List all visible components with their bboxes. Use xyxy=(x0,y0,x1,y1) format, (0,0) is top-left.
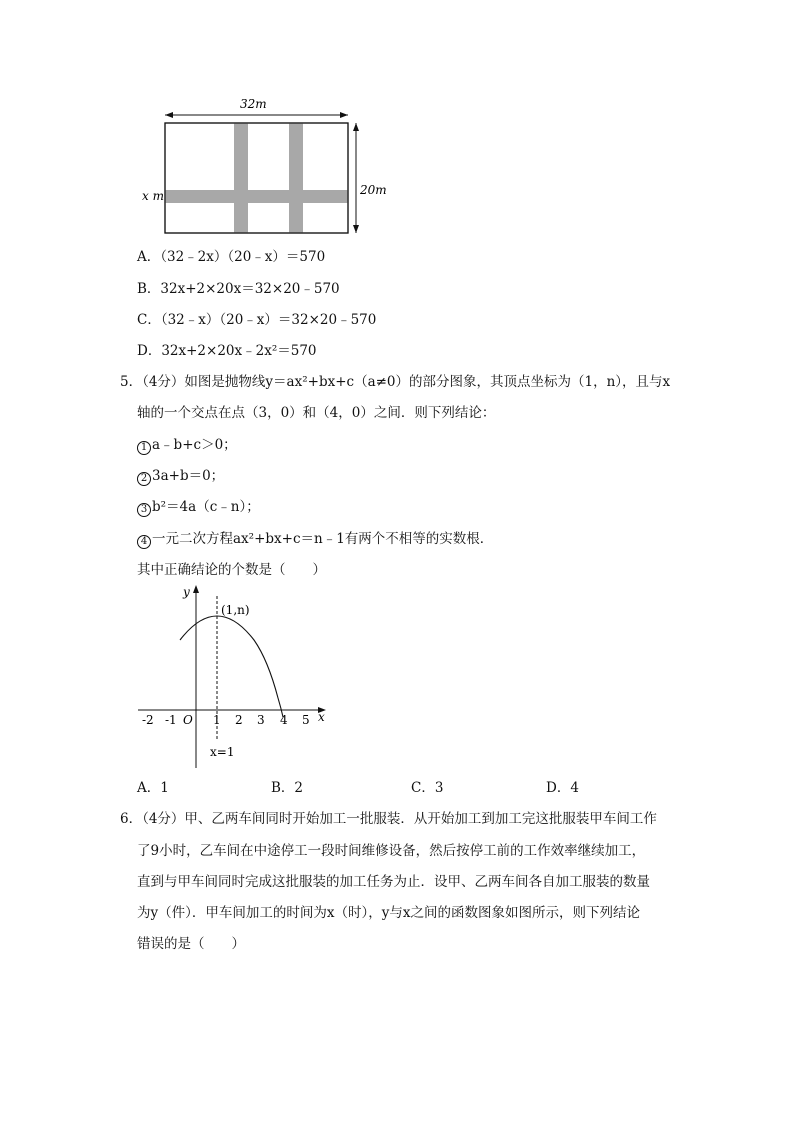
parabola-curve xyxy=(180,616,283,717)
q4-option-d[interactable]: D．32x+2×20x﹣2x²＝570 xyxy=(137,343,317,359)
vertex-label: (1,n) xyxy=(221,603,250,617)
tick-label: -2 xyxy=(142,713,154,727)
q4-option-a[interactable]: A．（32﹣2x）（20﹣x）＝570 xyxy=(137,249,326,265)
circled-number-4: 4 xyxy=(137,535,151,549)
vertical-road-2 xyxy=(289,123,303,233)
q6-line1: 6．（4分）甲、乙两车间同时开始加工一批服装．从开始加工到加工完这批服装甲车间工作 xyxy=(120,811,657,827)
q6-line2: 了9小时，乙车间在中途停工一段时间维修设备，然后按停工前的工作效率继续加工， xyxy=(137,843,646,859)
road-width-label: x m xyxy=(142,189,164,203)
symmetry-label: x=1 xyxy=(210,745,235,759)
tick-label: 3 xyxy=(257,713,265,727)
q5-option-b[interactable]: B．2 xyxy=(271,780,304,796)
q5-stem-line1: 5．（4分）如图是抛物线y＝ax²+bx+c（a≠0）的部分图象，其顶点坐标为（1，n），且与x xyxy=(120,374,671,390)
q5-conclusion-4: 4 一元二次方程ax²+bx+c＝n﹣1有两个不相等的实数根． xyxy=(137,531,493,549)
road-plot-figure xyxy=(130,92,390,242)
origin-label: O xyxy=(183,713,193,727)
tick-label: 5 xyxy=(302,713,310,727)
x-axis-label: x xyxy=(318,710,325,724)
q5-option-c[interactable]: C．3 xyxy=(411,780,444,796)
q5-question: 其中正确结论的个数是（ ） xyxy=(137,562,326,578)
q6-line5: 错误的是（ ） xyxy=(137,936,245,952)
vertical-road-1 xyxy=(234,123,248,233)
q4-option-b[interactable]: B．32x+2×20x＝32×20﹣570 xyxy=(137,281,340,297)
q5-conclusion-1: 1 a﹣b+c＞0； xyxy=(137,437,237,455)
circled-number-2: 2 xyxy=(137,472,151,486)
y-axis-label: y xyxy=(183,585,190,599)
q5-stem-line2: 轴的一个交点在点（3，0）和（4，0）之间．则下列结论： xyxy=(137,405,496,421)
q6-line3: 直到与甲车间同时完成这批服装的加工任务为止．设甲、乙两车间各自加工服装的数量 xyxy=(137,874,650,890)
tick-label: 1 xyxy=(213,713,221,727)
q5-conclusion-2: 2 3a+b＝0； xyxy=(137,468,224,486)
circled-number-3: 3 xyxy=(137,503,151,517)
q5-conclusion-3: 3 b²＝4a（c﹣n）； xyxy=(137,499,260,517)
plot-rectangle xyxy=(165,123,348,233)
parabola-graph xyxy=(130,580,340,775)
width-label: 32m xyxy=(240,97,267,111)
horizontal-road xyxy=(165,190,348,203)
tick-label: -1 xyxy=(165,713,177,727)
height-label: 20m xyxy=(360,183,387,197)
q5-option-d[interactable]: D．4 xyxy=(546,780,579,796)
q4-option-c[interactable]: C．（32﹣x）（20﹣x）＝32×20﹣570 xyxy=(137,312,377,328)
q5-option-a[interactable]: A．1 xyxy=(137,780,169,796)
circled-number-1: 1 xyxy=(137,441,151,455)
q6-line4: 为y（件）．甲车间加工的时间为x（时），y与x之间的函数图象如图所示，则下列结论 xyxy=(137,905,640,921)
tick-label: 2 xyxy=(235,713,243,727)
tick-label: 4 xyxy=(280,713,288,727)
